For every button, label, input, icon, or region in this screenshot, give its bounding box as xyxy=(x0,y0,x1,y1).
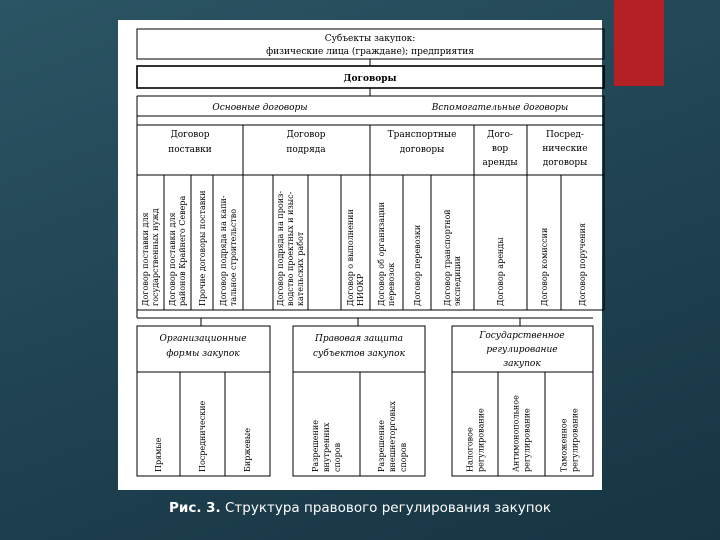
group-transport-l1: Транспортные xyxy=(387,130,457,140)
caption-text: Структура правового регулирования закупок xyxy=(225,500,551,516)
bottom-group-regulation-l3: закупок xyxy=(503,359,541,369)
bottom-group-regulation-l2: регулирование xyxy=(486,345,558,355)
bottom-item-7-line2: регулирование xyxy=(522,408,532,472)
figure-caption xyxy=(0,500,720,516)
contract-type-6-line2: НИОКР xyxy=(356,273,365,306)
bottom-group-forms-l1: Организационные xyxy=(159,334,247,344)
contract-type-1-line2: государственных нужд xyxy=(151,208,160,306)
bottom-item-7-line1: Антимонопольное xyxy=(511,395,521,472)
group-lease-l3: аренды xyxy=(482,158,518,168)
contract-type-3-line1: Прочие договоры поставки xyxy=(198,190,207,306)
bottom-item-3-line1: Биржевые xyxy=(243,427,252,472)
group-agency-l3: договоры xyxy=(542,158,588,168)
group-agency-l2: нические xyxy=(542,144,588,154)
bottom-item-6-line1: Налоговое xyxy=(465,427,475,472)
bottom-item-5-line2: внешнеторговых xyxy=(388,401,397,472)
caption-prefix: Рис. 3. xyxy=(168,500,221,516)
contract-type-5-line2: водство проектных и изыс- xyxy=(286,191,295,306)
bottom-item-5-line1: Разрешение xyxy=(377,420,386,472)
contract-type-7-line1: Договор об организации xyxy=(377,202,386,306)
aux-contracts-label: Вспомогательные договоры xyxy=(431,103,569,113)
contract-type-7-line2: перевозок xyxy=(387,262,396,306)
bottom-item-8-line1: Таможенное xyxy=(559,418,569,472)
group-contract-l2: подряда xyxy=(286,145,326,155)
contract-type-2-line1: Договор поставки для xyxy=(168,212,177,306)
bottom-item-2-line1: Посреднические xyxy=(198,400,207,472)
bottom-item-4-line2: внутренних xyxy=(322,422,331,472)
bottom-group-protection-l2: субъектов закупок xyxy=(313,349,405,359)
bottom-item-4-line3: споров xyxy=(333,442,342,472)
group-transport-l2: договоры xyxy=(399,145,445,155)
contract-type-8-line1: Договор перевозки xyxy=(413,224,422,306)
bottom-group-regulation-l1: Государственное xyxy=(479,331,565,341)
bottom-item-1-line1: Прямые xyxy=(154,437,163,472)
contract-type-12-line1: Договор поручения xyxy=(578,222,587,306)
contract-type-5-line1: Договор подряда на произ- xyxy=(276,190,285,306)
contract-type-1-line1: Договор поставки для xyxy=(141,212,150,306)
group-lease-l2: вор xyxy=(491,144,509,154)
bottom-group-protection-l1: Правовая защита xyxy=(314,334,404,344)
contract-type-6-line1: Договор о выполнении xyxy=(346,209,355,306)
bottom-item-8-line2: регулирование xyxy=(570,408,580,472)
bottom-group-forms-l2: формы закупок xyxy=(166,349,240,359)
group-contract-l1: Договор xyxy=(286,130,326,140)
main-contracts-label: Основные договоры xyxy=(212,103,308,113)
group-lease-l1: Дого- xyxy=(487,130,513,140)
contract-type-11-line1: Договор комиссии xyxy=(540,227,549,306)
group-agency-l1: Посред- xyxy=(546,130,584,140)
bottom-item-4-line1: Разрешение xyxy=(311,420,320,472)
subjects-title: Субъекты закупок: xyxy=(324,34,416,44)
contract-type-2-line2: районов Крайнего Севера xyxy=(178,195,187,306)
group-supply-l1: Договор xyxy=(170,130,210,140)
contract-type-5-line3: кательских работ xyxy=(296,231,305,306)
group-supply-l2: поставки xyxy=(168,145,212,155)
bottom-item-5-line3: споров xyxy=(399,442,408,472)
contract-type-9-line2: экспедиции xyxy=(453,255,462,306)
contracts-title: Договоры xyxy=(343,74,397,84)
contract-type-4-line1: Договор подряда на капи- xyxy=(219,195,228,306)
contract-type-9-line1: Договор транспортной xyxy=(443,209,452,306)
bottom-item-6-line2: регулирование xyxy=(476,408,486,472)
contract-type-10-line1: Договор аренды xyxy=(496,237,505,306)
contract-type-4-line2: тальное строительство xyxy=(229,208,238,306)
subjects-subtitle: физические лица (граждане); предприятия xyxy=(266,47,474,57)
